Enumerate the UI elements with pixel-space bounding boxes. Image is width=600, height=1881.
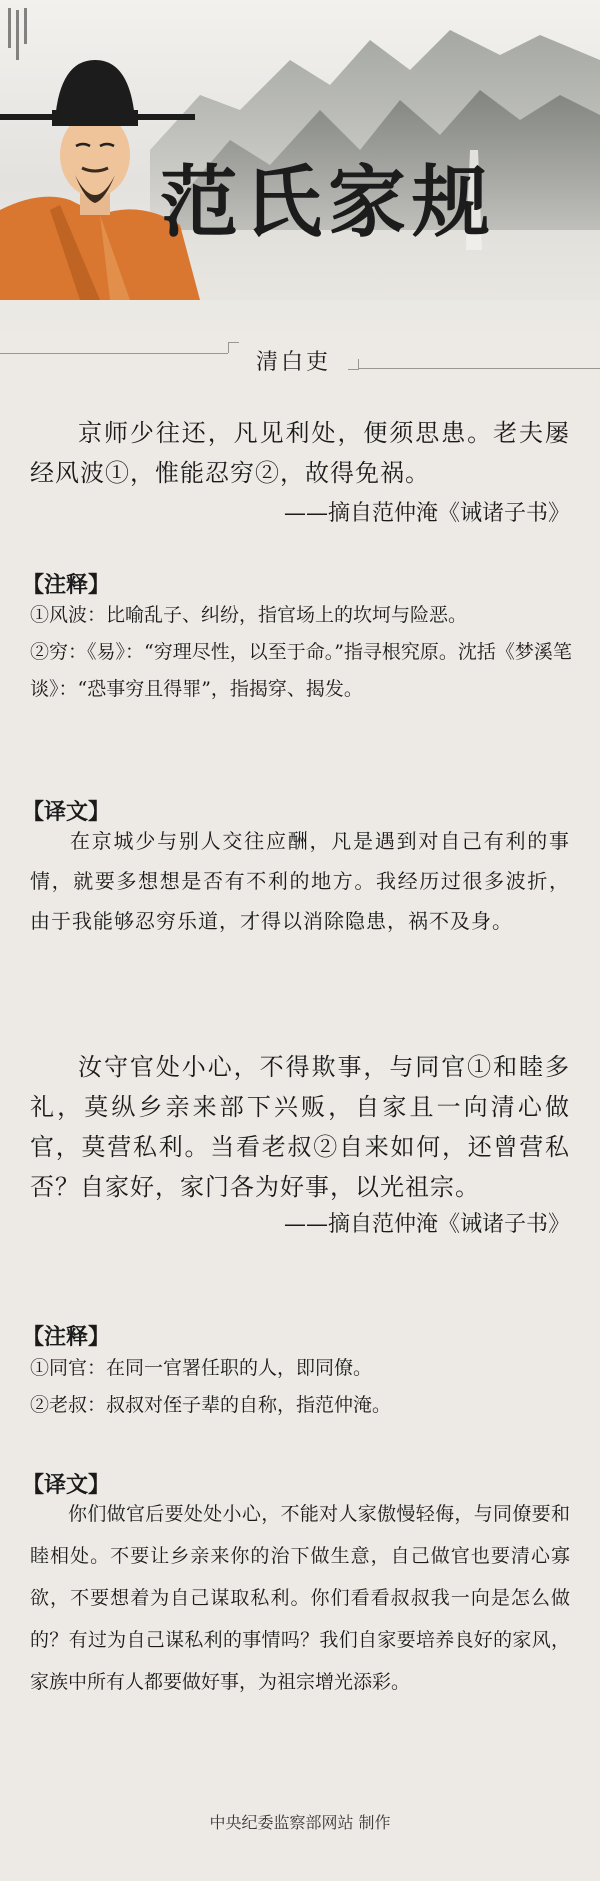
note-item: ①同官：在同一官署任职的人，即同僚。: [30, 1357, 373, 1379]
subtitle: 清白吏: [256, 350, 332, 375]
notes-heading-2: 【注释】: [22, 1324, 111, 1350]
quote-text-1: 京师少往还，凡见利处，便须思患。老夫屡经风波①，惟能忍穷②，故得免祸。: [30, 419, 570, 487]
notes-heading-1: 【注释】: [22, 572, 111, 598]
translation-heading-1: 【译文】: [22, 799, 111, 825]
note-item: ②老叔：叔叔对侄子辈的自称，指范仲淹。: [30, 1394, 392, 1416]
quote-source-2: ——摘自范仲淹《诫诸子书》: [283, 1212, 570, 1237]
header-banner: [0, 0, 600, 330]
translation-text-1: 在京城少与别人交往应酬，凡是遇到对自己有利的事情，就要多想想是否有不利的地方。我经历过很多波折，由于我能够忍穷乐道，才得以消除隐患，祸不及身。: [30, 829, 570, 933]
translation-heading-2: 【译文】: [22, 1472, 111, 1498]
subtitle-divider-left: [0, 353, 228, 354]
quote-source-1: ——摘自范仲淹《诫诸子书》: [283, 501, 570, 526]
page-title: 范氏家规: [160, 158, 497, 248]
subtitle-divider-right: [358, 368, 600, 369]
note-item: ①风波：比喻乱子、纠纷，指官场上的坎坷与险恶。: [30, 604, 468, 626]
quote-text-2: 汝守官处小心，不得欺事，与同官①和睦多礼，莫纵乡亲来部下兴贩，自家且一向清心做官，莫营私利。当看老叔②自来如何，还曾营私否？自家好，家门各为好事，以光祖宗。: [30, 1053, 570, 1201]
bracket-corner-top-left: [228, 342, 239, 353]
footer-credit: 中央纪委监察部网站 制作: [209, 1813, 391, 1832]
translation-text-2: 你们做官后要处处小心，不能对人家傲慢轻侮，与同僚要和睦相处。不要让乡亲来你的治下做生意，自己做官也要清心寡欲，不要想着为自己谋取私利。你们看看叔叔我一向是怎么做的？有过为自己谋私利的事情吗？我们自家要培养良好的家风，家族中所有人都要做好事，为祖宗增光添彩。: [30, 1503, 570, 1693]
note-item: ②穷：《易》：“穷理尽性，以至于命。”指寻根究原。沈括《梦溪笔谈》：“恐事穷且得罪”，指揭穿、揭发。: [30, 641, 572, 700]
